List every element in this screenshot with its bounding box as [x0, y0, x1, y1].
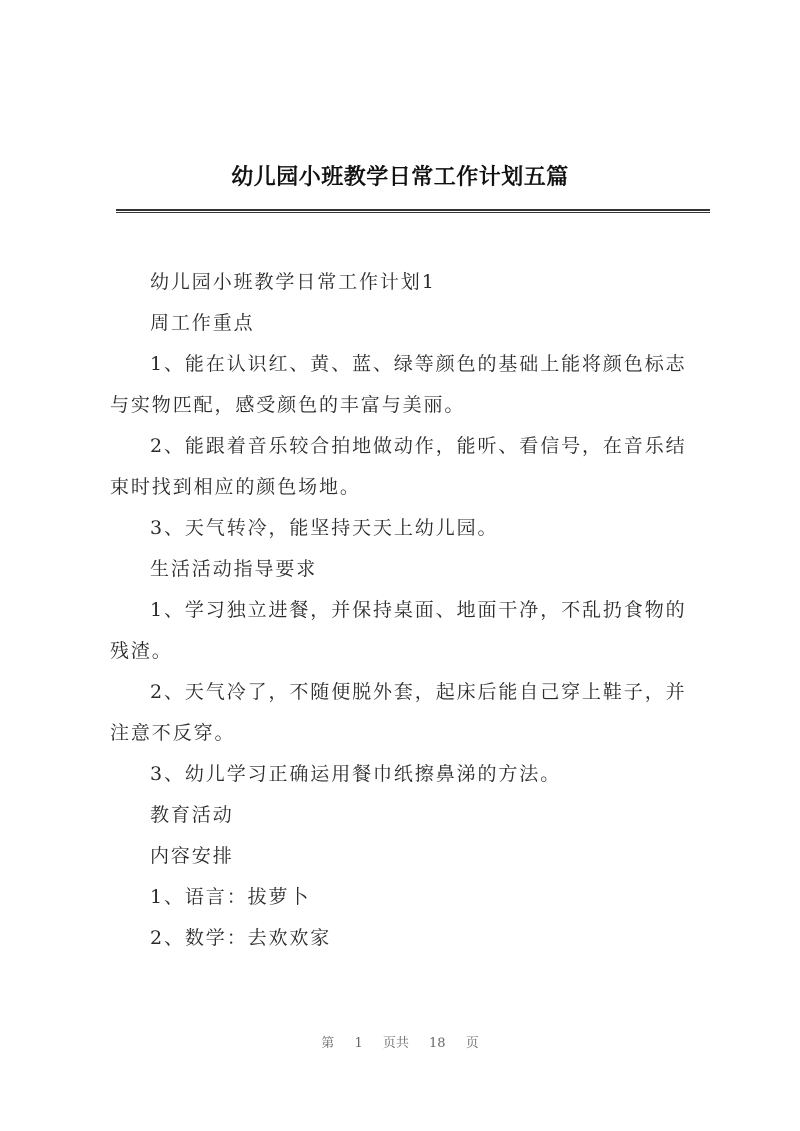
paragraph-focus-item-3: 3、天气转冷，能坚持天天上幼儿园。 [150, 517, 499, 539]
paragraph-plan-heading: 幼儿园小班教学日常工作计划1 [150, 271, 436, 293]
document-title: 幼儿园小班教学日常工作计划五篇 [231, 165, 569, 190]
footer-suffix: 页 [465, 1036, 479, 1051]
footer-page-number: 1 [354, 1036, 363, 1051]
paragraph-content-item-2: 2、数学：去欢欢家 [150, 927, 332, 949]
paragraph-focus-item-2: 2、能跟着音乐较合拍地做动作，能听、看信号，在音乐结束时找到相应的颜色场地。 [110, 435, 687, 498]
title-underline [116, 209, 710, 213]
paragraph-life-item-1: 1、学习独立进餐，并保持桌面、地面干净，不乱扔食物的残渣。 [110, 599, 687, 662]
footer-middle: 页共 [382, 1036, 409, 1051]
document-body [110, 262, 700, 959]
paragraph-content-item-1: 1、语言：拔萝卜 [150, 886, 311, 908]
paragraph-content-heading: 内容安排 [150, 845, 234, 867]
paragraph-education-heading: 教育活动 [150, 804, 234, 826]
page-footer [0, 1032, 800, 1051]
paragraph-life-item-2: 2、天气冷了，不随便脱外套，起床后能自己穿上鞋子，并注意不反穿。 [110, 681, 687, 744]
footer-prefix: 第 [321, 1036, 335, 1051]
paragraph-weekly-focus-heading: 周工作重点 [150, 312, 255, 334]
paragraph-focus-item-1: 1、能在认识红、黄、蓝、绿等颜色的基础上能将颜色标志与实物匹配，感受颜色的丰富与美丽。 [110, 353, 687, 416]
paragraph-life-item-3: 3、幼儿学习正确运用餐巾纸擦鼻涕的方法。 [150, 763, 562, 785]
footer-total-pages: 18 [429, 1036, 446, 1051]
paragraph-life-activity-heading: 生活活动指导要求 [150, 558, 318, 580]
